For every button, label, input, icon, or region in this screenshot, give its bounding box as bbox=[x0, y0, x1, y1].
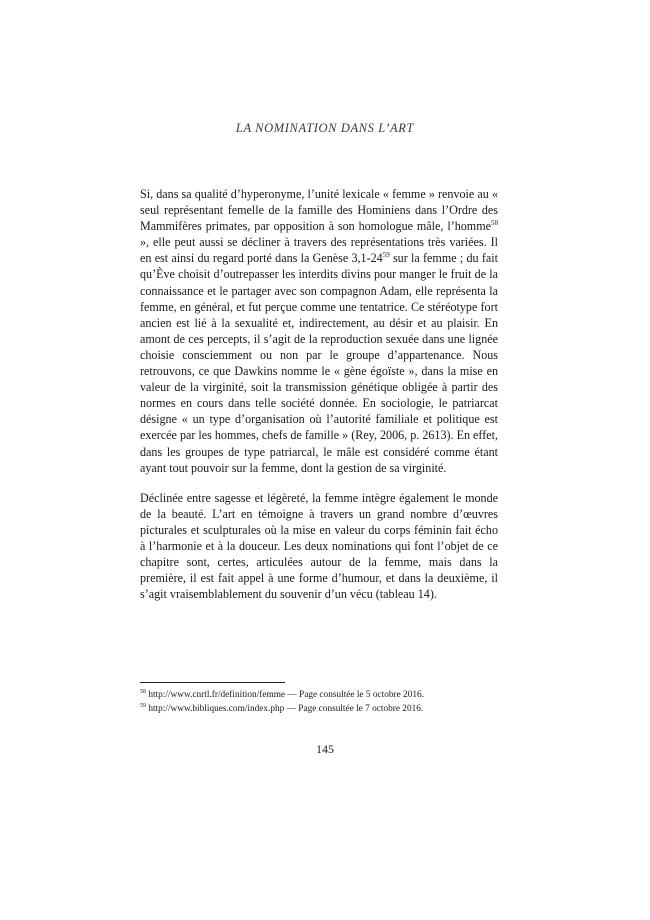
footnote-text: http://www.cnrtl.fr/definition/femme — Page consultée le 5 octobre 2016. bbox=[146, 690, 424, 700]
footnote-number: 59 bbox=[140, 702, 146, 709]
footnote-number: 58 bbox=[140, 688, 146, 695]
footnote-ref-59[interactable]: 59 bbox=[382, 251, 390, 260]
footnote-separator bbox=[140, 682, 285, 683]
footnote-text: http://www.bibliques.com/index.php — Page consultée le 7 octobre 2016. bbox=[146, 704, 424, 714]
body-text bbox=[140, 186, 498, 602]
paragraph-1-text-b: », elle peut aussi se décliner à travers des représentations très variées. Il en est ainsi du regard porté dans la Genèse 3,1-24 bbox=[140, 235, 498, 266]
footnote-59 bbox=[140, 702, 510, 716]
running-header: LA NOMINATION DANS L’ART bbox=[235, 121, 415, 135]
paragraph-1 bbox=[140, 186, 498, 476]
footnote-ref-58[interactable]: 58 bbox=[491, 219, 498, 228]
paragraph-1-text-c: sur la femme ; du fait qu’Ève choisit d’outrepasser les interdits divins pour manger le fruit de la connaissance et le partager avec son compagnon Adam, elle représenta la femme, en général, et fut perçue comme une tentatrice. Ce stéréotype fort ancien est lié à la sexualité et, indirectement, au désir et au plaisir. En amont de ces percepts, il s’agit de la reproduction sexuée dans une lignée choisie consciemment ou non par le groupe d’appartenance. Nous retrouvons, ce que Dawkins nomme le « gène égoïste », dans la mise en valeur de la virginité, soit la transmission génétique obligée à partir des normes en cours dans telle société donnée. En sociologie, le patriarcat désigne « un type d’organisation où l’autorité familiale et politique est exercée par les hommes, chefs de famille » (Rey, 2006, p. 2613). En effet, dans les groupes de type patriarcal, le mâle est considéré comme étant ayant tout pouvoir sur la femme, dont la gestion de sa virginité. bbox=[140, 251, 498, 475]
footnote-58 bbox=[140, 688, 510, 702]
page-number: 145 bbox=[316, 742, 334, 756]
footnotes bbox=[140, 688, 510, 716]
paragraph-1-text-a: Si, dans sa qualité d’hyperonyme, l’unité lexicale « femme » renvoie au « seul représentant femelle de la famille des Hominiens dans l’Ordre des Mammifères primates, par opposition à son homologue mâle, l’homme bbox=[140, 187, 498, 234]
paragraph-2: Déclinée entre sagesse et légèreté, la femme intègre également le monde de la beauté. L’art en témoigne à travers un grand nombre d’œuvres picturales et sculpturales où la mise en valeur du corps féminin fait écho à l’harmonie et à la douceur. Les deux nominations qui font l’objet de ce chapitre sont, certes, articulées autour de la femme, mais dans la première, il est fait appel à une forme d’humour, et dans la deuxième, il s’agit vraisemblablement du souvenir d’un vécu (tableau 14). bbox=[140, 490, 498, 602]
